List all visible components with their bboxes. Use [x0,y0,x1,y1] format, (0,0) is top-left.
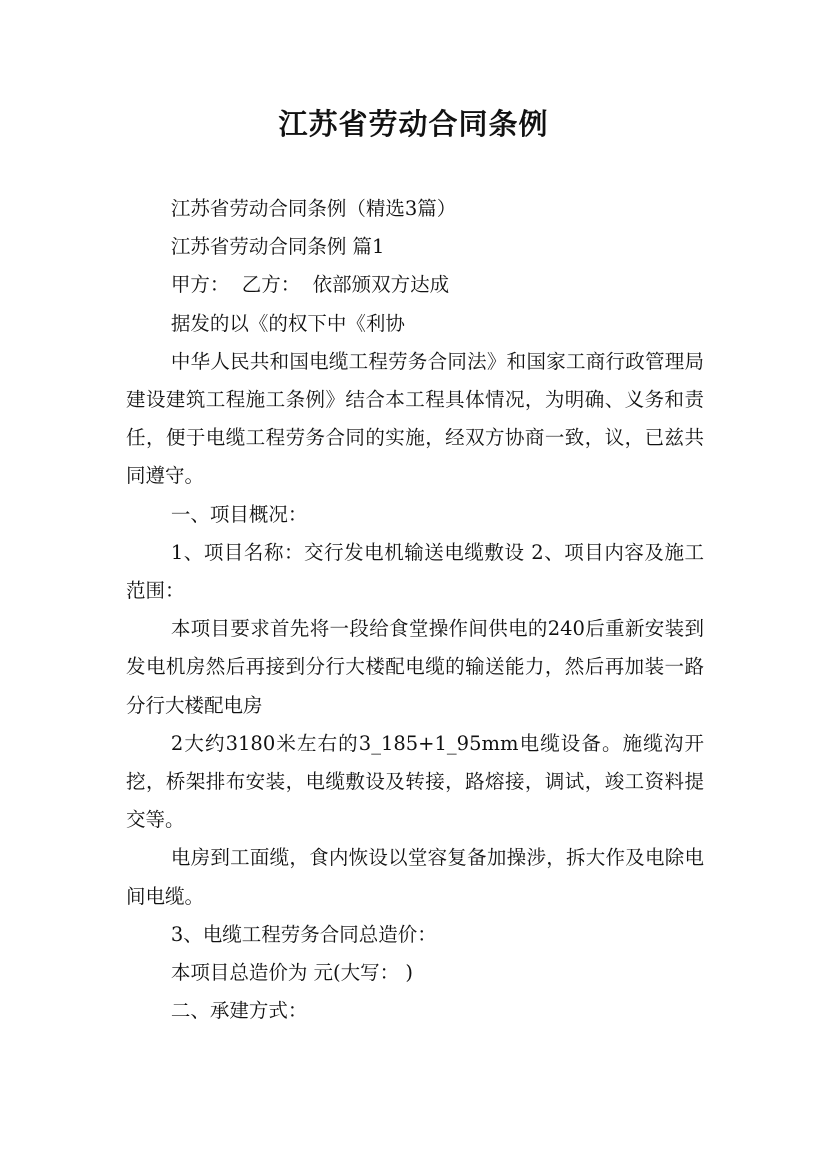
document-body [126,190,704,1030]
paragraph: 本项目总造价为 元(大写： ) [170,961,413,985]
document-title: 江苏省劳动合同条例 [278,107,549,141]
paragraph: 二、承建方式： [170,999,308,1023]
paragraph: 3、电缆工程劳务合同总造价： [170,922,437,946]
paragraph: 电房到工面缆，食内恢设以堂容复备加操涉，拆大作及电除电间电缆。 [126,846,704,908]
paragraph: 甲方： 乙方： 依部颁双方达成 [170,273,450,297]
paragraph: 一、项目概况： [170,502,308,526]
paragraph: 据发的以《的权下中《利协 [170,311,405,335]
paragraph: 2大约3180米左右的3_185+1_95mm电缆设备。施缆沟开挖，桥架排布安装，电缆敷设及转接，路熔接，调试，竣工资料提交等。 [126,731,704,832]
paragraph: 本项目要求首先将一段给食堂操作间供电的240后重新安装到发电机房然后再接到分行大楼配电缆的输送能力，然后再加装一路分行大楼配电房 [126,617,704,717]
paragraph: 江苏省劳动合同条例 篇1 [170,235,385,259]
paragraph: 1、项目名称：交行发电机输送电缆敷设 2、项目内容及施工范围： [126,540,704,603]
paragraph: 中华人民共和国电缆工程劳务合同法》和国家工商行政管理局建设建筑工程施工条例》结合本工程具体情况，为明确、义务和责任，便于电缆工程劳务合同的实施，经双方协商一致，议，已兹共同遵守。 [126,349,704,488]
paragraph: 江苏省劳动合同条例（精选3篇） [170,197,457,220]
